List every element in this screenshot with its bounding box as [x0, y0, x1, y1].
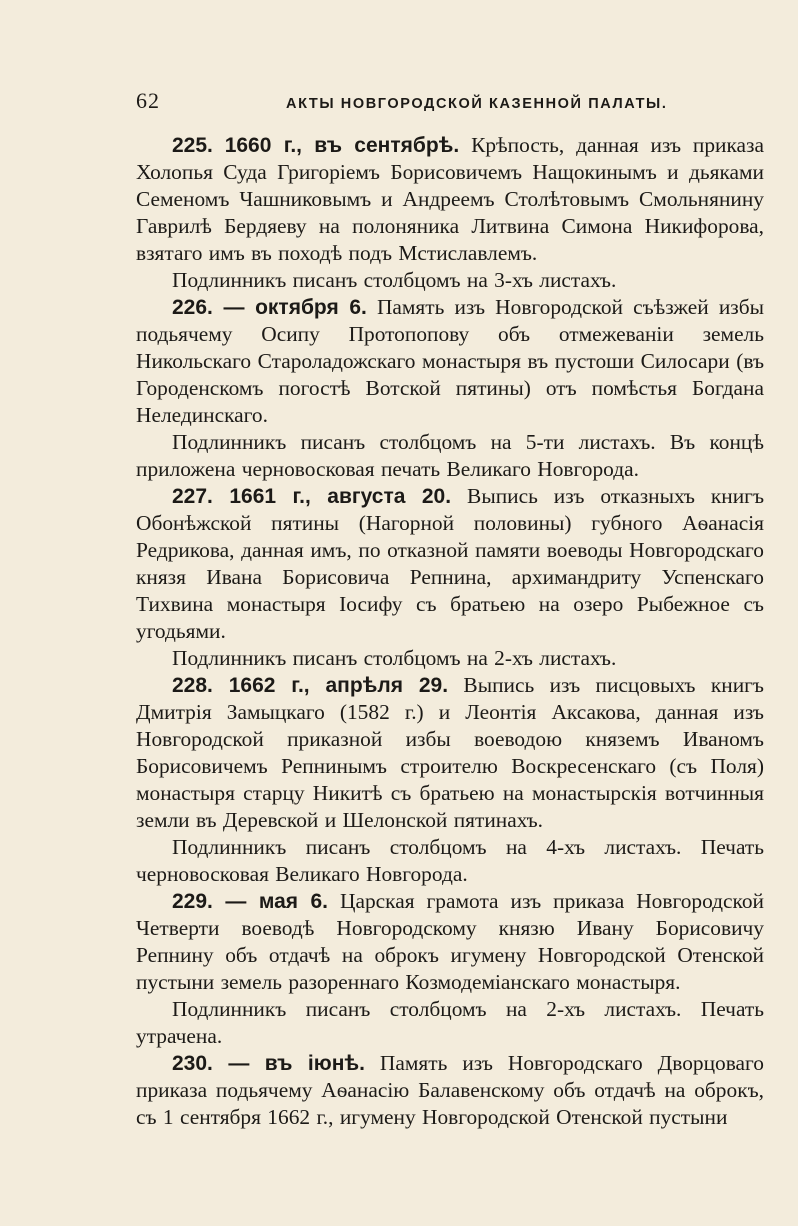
entry-226: [136, 294, 764, 483]
entry-note: Подлинникъ писанъ столбцомъ на 5-ти листахъ. Въ концѣ приложена черновосковая печать Великаго Новгорода.: [136, 430, 764, 481]
entry-date: 1662 г., апрѣля 29.: [212, 674, 449, 697]
entry-text: Крѣпость, данная изъ приказа Холопья Суда Григоріемъ Борисовичемъ Нащокинымъ и дьяками Семеномъ Чашниковымъ и Андреемъ Столѣтовымъ Смольнянину Гаврилѣ Бердяеву на полоняника Литвина Симона Никифорова, взятаго имъ въ походѣ подъ Мстиславлемъ.: [136, 133, 764, 265]
entry-text: Память изъ Новгородскаго Дворцоваго приказа подьячему Аѳанасію Балавенскому объ отдачѣ на оброкъ, съ 1 сентября 1662 г., игумену Новгородской Отенской пустыни: [136, 1051, 764, 1129]
entry-date: 1660 г., въ сентябрѣ.: [224, 134, 460, 157]
entry-230: [136, 1050, 764, 1131]
entry-229: [136, 888, 764, 1050]
entry-number: 229.: [172, 890, 213, 913]
entry-number: 230.: [172, 1052, 213, 1075]
page-number: 62: [136, 88, 160, 113]
entry-date: — мая 6.: [212, 890, 329, 913]
entry-number: 227.: [172, 485, 213, 508]
page-header: [136, 88, 764, 118]
entry-number: 225.: [172, 134, 213, 157]
entry-text: Выпись изъ писцовыхъ книгъ Дмитрія Замыцкаго (1582 г.) и Леонтія Аксакова, данная изъ Новгородской приказной избы воеводою княземъ Иваномъ Борисовичемъ Репнинымъ строителю Воскресенскаго (съ Поля) монастыря старцу Никитѣ съ братьею на монастырскія вотчинныя земли въ Деревской и Шелонской пятинахъ.: [136, 673, 764, 832]
entry-number: 226.: [172, 296, 213, 319]
entry-date: 1661 г., августа 20.: [212, 485, 452, 508]
entry-227: [136, 483, 764, 672]
running-title: АКТЫ НОВГОРОДСКОЙ КАЗЕННОЙ ПАЛАТЫ.: [286, 96, 668, 112]
entry-number: 228.: [172, 674, 213, 697]
entry-text: Выпись изъ отказныхъ книгъ Обонѣжской пятины (Нагорной половины) губного Аѳанасія Редрикова, данная имъ, по отказной памяти воеводы Новгородскаго князя Ивана Борисовича Репнина, архимандриту Успенскаго Тихвина монастыря Іосифу съ братьею на озеро Рыбежное съ угодьями.: [136, 484, 764, 643]
entry-note: Подлинникъ писанъ столбцомъ на 4-хъ листахъ. Печать черновосковая Великаго Новгорода.: [136, 835, 764, 886]
entry-date: — октября 6.: [212, 296, 367, 319]
entry-note: Подлинникъ писанъ столбцомъ на 2-хъ листахъ. Печать утрачена.: [136, 997, 764, 1048]
entry-225: [136, 132, 764, 294]
entry-date: — въ іюнѣ.: [212, 1052, 365, 1075]
entry-228: [136, 672, 764, 888]
entry-note: Подлинникъ писанъ столбцомъ на 3-хъ листахъ.: [172, 268, 617, 292]
entry-text: Память изъ Новгородской съѣзжей избы подьячему Осипу Протопопову объ отмежеваніи земель Никольскаго Староладожскаго монастыря въ пустоши Силосари (въ Городенскомъ погостѣ Вотской пятины) отъ помѣстья Богдана Нелединскаго.: [136, 295, 765, 427]
entry-note: Подлинникъ писанъ столбцомъ на 2-хъ листахъ.: [172, 646, 617, 670]
entry-text: Царская грамота изъ приказа Новгородской Четверти воеводѣ Новгородскому князю Ивану Борисовичу Репнину объ отдачѣ на оброкъ игумену Новгородской Отенской пустыни земель разореннаго Козмодеміанскаго монастыря.: [136, 889, 764, 994]
